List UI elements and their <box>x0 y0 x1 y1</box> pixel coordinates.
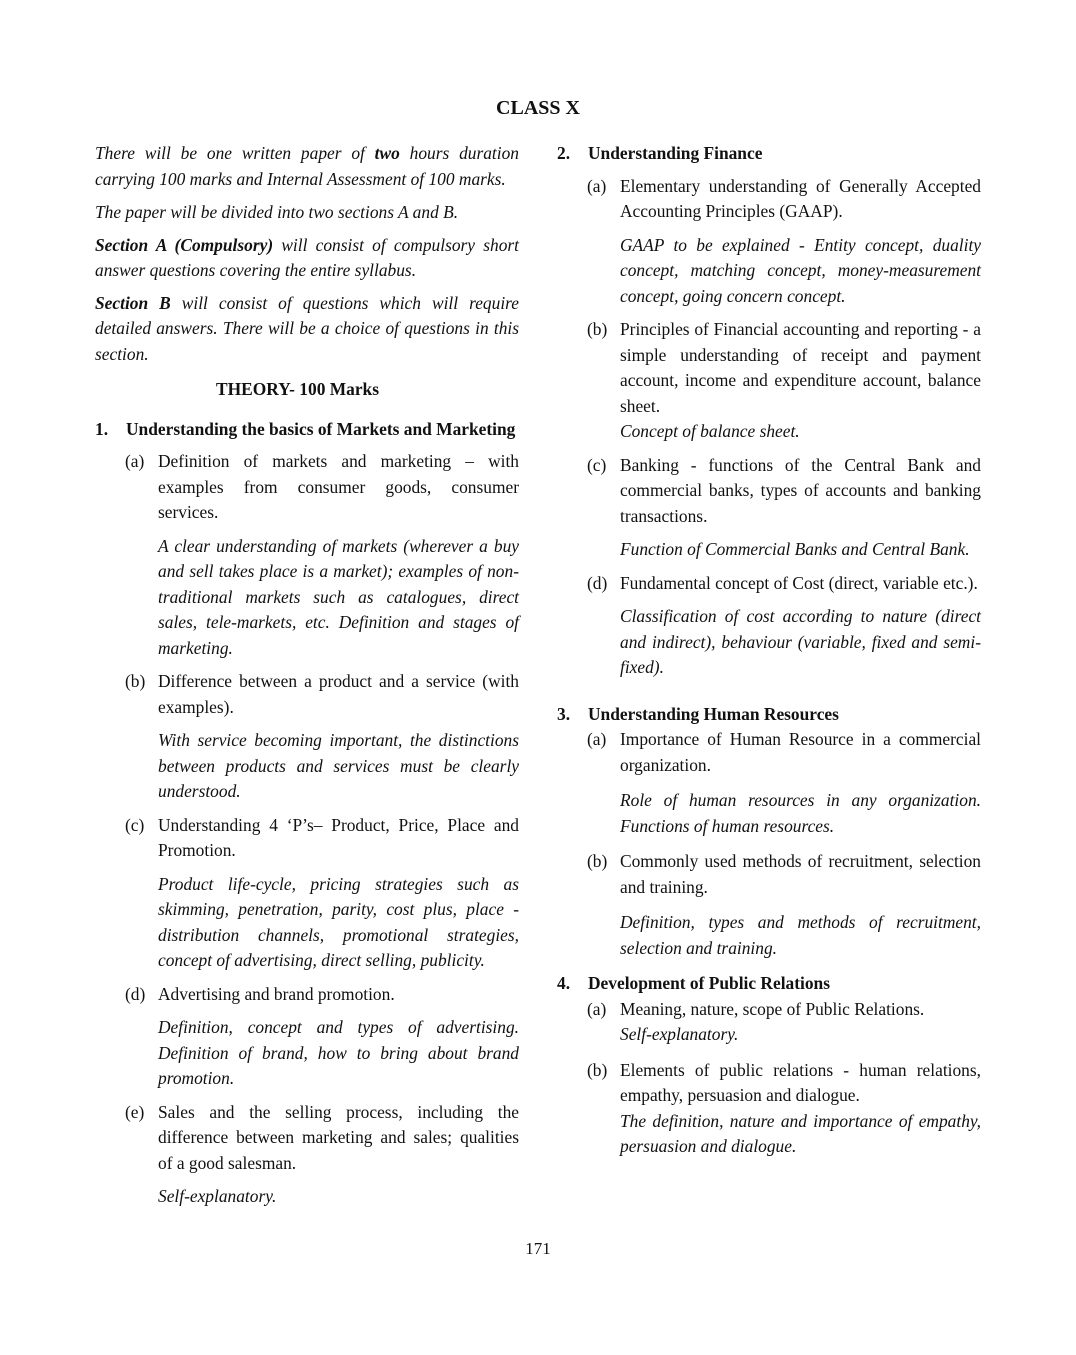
section-number: 4. <box>557 973 571 993</box>
item-text: Principles of Financial accounting and reporting - a simple understanding of receipt and payment account, income and expenditure account, balance sheet. <box>620 319 981 416</box>
section-1-item-e-note: Self-explanatory. <box>158 1186 277 1206</box>
item-label: (c) <box>125 814 145 835</box>
section-2-item-c-note: Function of Commercial Banks and Central Bank. <box>620 539 970 559</box>
section-title: Understanding Finance <box>588 143 763 163</box>
item-label: (a) <box>587 175 607 196</box>
section-title: Development of Public Relations <box>588 973 830 993</box>
section-1-item-b <box>125 669 519 720</box>
section-2-item-b <box>587 317 981 419</box>
section-title: Understanding Human Resources <box>588 703 839 724</box>
item-text: Elementary understanding of Generally Accepted Accounting Principles (GAAP). <box>620 175 981 221</box>
section-1-item-b-note: With service becoming important, the distinctions between products and services must be clearly understood. <box>158 730 519 801</box>
intro-text: will consist of compulsory short answer questions covering the entire syllabus. <box>95 234 519 280</box>
item-text: Fundamental concept of Cost (direct, variable etc.). <box>620 572 978 593</box>
section-3-heading <box>557 702 981 728</box>
section-4-item-b <box>587 1058 981 1109</box>
left-column <box>95 141 519 1210</box>
intro-paragraph-sections: The paper will be divided into two sections A and B. <box>95 202 459 222</box>
intro-paragraph-section-a <box>95 233 519 284</box>
section-2-item-b-note: Concept of balance sheet. <box>620 421 800 441</box>
item-label: (b) <box>587 319 608 339</box>
item-label: (c) <box>587 454 607 475</box>
section-b-label: Section B <box>95 292 171 313</box>
item-text: Meaning, nature, scope of Public Relations. <box>620 998 925 1019</box>
item-label: (e) <box>125 1101 145 1122</box>
item-label: (a) <box>587 998 607 1019</box>
item-text: Importance of Human Resource in a commercial organization. <box>620 729 981 775</box>
item-label: (a) <box>587 729 607 749</box>
item-label: (a) <box>125 451 145 471</box>
intro-paragraph-section-b <box>95 291 519 368</box>
page-number: 171 <box>525 1239 551 1258</box>
section-2-item-a-note: GAAP to be explained - Entity concept, duality concept, matching concept, money-measurement concept, going concern concept. <box>620 234 981 306</box>
section-number: 3. <box>557 703 571 724</box>
intro-paragraph-duration <box>95 141 519 192</box>
item-text: Advertising and brand promotion. <box>158 983 395 1004</box>
item-text: Understanding 4 ‘P’s– Product, Price, Place and Promotion. <box>158 814 519 860</box>
section-4-item-a <box>587 997 981 1023</box>
section-2-item-c <box>587 453 981 530</box>
intro-bold-two: two <box>374 143 400 163</box>
section-1-item-a <box>125 449 519 526</box>
section-3-item-b-note: Definition, types and methods of recruitment, selection and training. <box>620 912 981 958</box>
section-4-item-a-note: Self-explanatory. <box>620 1024 739 1044</box>
right-column <box>557 141 981 1160</box>
item-label: (d) <box>125 983 146 1004</box>
section-1-item-e <box>125 1100 519 1177</box>
intro-text: will consist of questions which will require detailed answers. There will be a choice of questions in this section. <box>95 292 519 364</box>
section-title: Understanding the basics of Markets and Marketing <box>126 418 516 439</box>
page-title: CLASS X <box>496 97 580 119</box>
section-1-item-a-note: A clear understanding of markets (wherever a buy and sell takes place is a market); examples of non-traditional markets such as catalogues, direct sales, tele-markets, etc. Definition and stages of marketing. <box>158 535 519 658</box>
theory-heading: THEORY- 100 Marks <box>216 379 380 399</box>
item-label: (d) <box>587 572 608 593</box>
item-label: (b) <box>125 671 146 691</box>
item-label: (b) <box>587 851 608 871</box>
item-text: Sales and the selling process, including the difference between marketing and sales; qualities of a good salesman. <box>158 1101 519 1173</box>
section-4-heading <box>557 971 981 997</box>
item-text: Commonly used methods of recruitment, selection and training. <box>620 851 981 897</box>
section-1-heading <box>95 417 519 443</box>
item-text: Definition of markets and marketing – with examples from consumer goods, consumer services. <box>158 451 519 522</box>
section-2-heading <box>557 141 981 167</box>
section-a-label: Section A (Compulsory) <box>95 234 274 255</box>
section-4-item-b-note: The definition, nature and importance of empathy, persuasion and dialogue. <box>620 1110 981 1156</box>
section-1-item-d <box>125 982 519 1008</box>
section-2-item-d-note: Classification of cost according to nature (direct and indirect), behaviour (variable, fixed and semi-fixed). <box>620 606 981 677</box>
section-3-item-b <box>587 849 981 900</box>
item-label: (b) <box>587 1059 608 1080</box>
section-1-item-d-note: Definition, concept and types of advertising. Definition of brand, how to bring about brand promotion. <box>158 1017 519 1088</box>
intro-text: hours duration carrying 100 marks and Internal Assessment of 100 marks. <box>95 143 519 189</box>
item-text: Elements of public relations - human relations, empathy, persuasion and dialogue. <box>620 1059 981 1105</box>
section-1-item-c-note: Product life-cycle, pricing strategies such as skimming, penetration, parity, cost plus, place - distribution channels, promotional strategies, concept of advertising, direct selling, publicity. <box>158 873 519 970</box>
section-number: 2. <box>557 143 571 163</box>
section-2-item-a <box>587 174 981 225</box>
section-number: 1. <box>95 418 109 439</box>
intro-text: There will be one written paper of <box>95 143 375 163</box>
section-3-item-a <box>587 727 981 778</box>
section-3-item-a-note: Role of human resources in any organization. Functions of human resources. <box>620 790 981 836</box>
item-text: Difference between a product and a service (with examples). <box>158 671 519 717</box>
item-text: Banking - functions of the Central Bank and commercial banks, types of accounts and banking transactions. <box>620 454 981 526</box>
section-1-item-c <box>125 813 519 864</box>
section-2-item-d <box>587 571 981 597</box>
